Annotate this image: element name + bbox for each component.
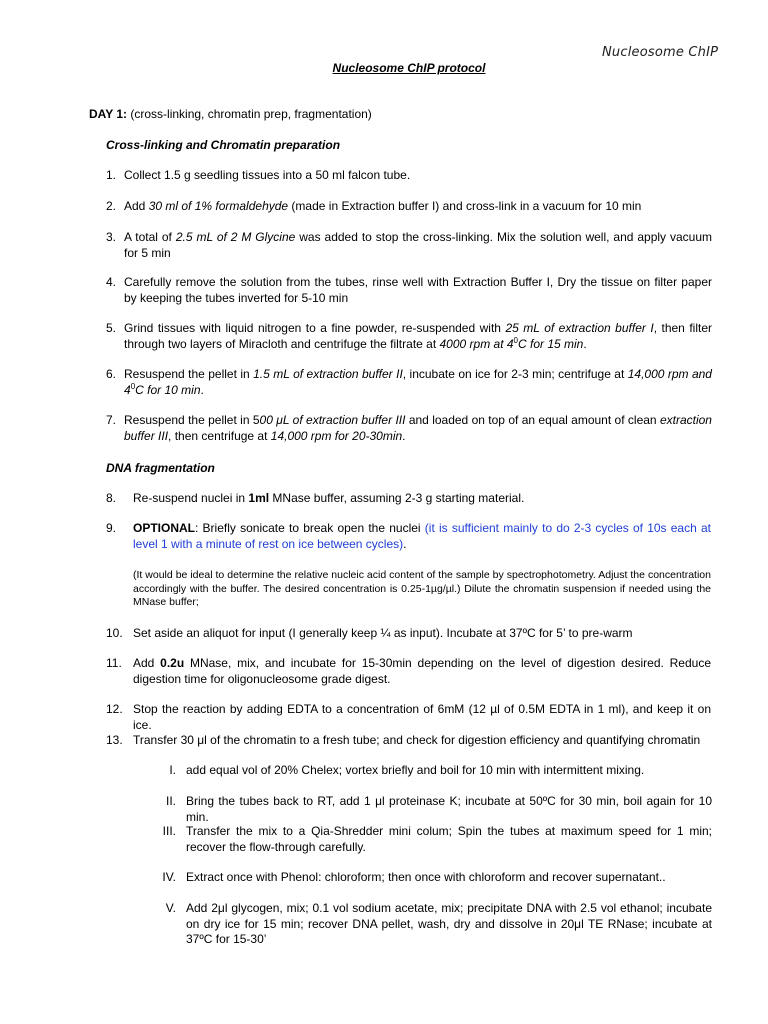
step-number: 7.: [106, 413, 117, 427]
step-text: Resuspend the pellet in 1.5 mL of extraction buffer II, incubate on ice for 2-3 min; centrifuge at 14,000 rpm and $4^0C$ for 10 min.: [124, 367, 712, 397]
step-number: 13.: [106, 733, 123, 747]
step-text: Grind tissues with liquid nitrogen to a fine powder, re-suspended with 25 mL of extraction buffer I, then filter through two layers of Miracloth and centrifuge the filtrate at 4000 rpm at $4^0C$ for 15 min.: [124, 321, 712, 351]
step-text: OPTIONAL: Briefly sonicate to break open the nuclei (it is sufficient mainly to do 2-3 cycles of 10s each at level 1 with a minute of rest on ice between cycles).: [133, 521, 711, 551]
substep-text: Extract once with Phenol: chloroform; then once with chloroform and recover supernatant..: [186, 870, 666, 884]
substep-number: II.: [165, 794, 176, 808]
step-text: Re-suspend nuclei in 1ml MNase buffer, assuming 2-3 g starting material.: [133, 491, 525, 505]
day-label: DAY 1:: [89, 107, 128, 121]
note-paragraph: (It would be ideal to determine the relative nucleic acid content of the sample by spectrophotometry. Adjust the concentration accordingly with the buffer. The desired concentration is 0.25-1µg/µl.) Dilute the chromatin suspension if needed using the MNase buffer;: [133, 569, 711, 608]
section-heading-fragmentation: DNA fragmentation: [106, 461, 215, 475]
substep-text: add equal vol of 20% Chelex; vortex briefly and boil for 10 min with intermittent mixing.: [186, 763, 645, 777]
step-number: 12.: [106, 702, 123, 716]
step-text: Carefully remove the solution from the tubes, rinse well with Extraction Buffer I, Dry the tissue on filter paper by keeping the tubes inverted for 5-10 min: [124, 275, 712, 305]
step-text: A total of 2.5 mL of 2 M Glycine was added to stop the cross-linking. Mix the solution well, and apply vacuum for 5 min: [124, 230, 712, 260]
substep-number: V.: [165, 901, 176, 915]
step-number: 9.: [106, 521, 117, 535]
step-number: 11.: [106, 656, 122, 670]
step-text: Add 30 ml of 1% formaldehyde (made in Extraction buffer I) and cross-link in a vacuum for 10 min: [124, 199, 642, 213]
step-number: 6.: [106, 367, 117, 381]
step-number: 5.: [106, 321, 117, 335]
day-description: (cross-linking, chromatin prep, fragmentation): [127, 107, 372, 121]
step-number: 2.: [106, 199, 117, 213]
step-number: 10.: [106, 626, 123, 640]
substep-text: Bring the tubes back to RT, add 1 μl proteinase K; incubate at 50ºC for 30 min, boil again for 10 min.: [186, 794, 712, 824]
day-heading: [89, 107, 372, 121]
substep-number: IV.: [162, 870, 176, 884]
step-text: Resuspend the pellet in 500 μL of extraction buffer III and loaded on top of an equal amount of clean extraction buffer III, then centrifuge at 14,000 rpm for 20-30min.: [124, 413, 712, 443]
step-text: Collect 1.5 g seedling tissues into a 50 ml falcon tube.: [124, 168, 411, 182]
substep-text: Add 2μl glycogen, mix; 0.1 vol sodium acetate, mix; precipitate DNA with 2.5 vol ethanol; incubate on dry ice for 15 min; recover DNA pellet, wash, dry and dissolve in 20μl TE RNase; incubate at 37ºC for 15-30’: [186, 901, 712, 946]
step-text: Stop the reaction by adding EDTA to a concentration of 6mM (12 µl of 0.5M EDTA in 1 ml), and keep it on ice.: [133, 702, 711, 732]
substep-number: III.: [162, 824, 176, 838]
document-title: Nucleosome ChIP protocol: [332, 61, 486, 75]
running-header: Nucleosome ChIP: [602, 45, 719, 60]
substep-text: Transfer the mix to a Qia-Shredder mini colum; Spin the tubes at maximum speed for 1 min; recover the flow-through carefully.: [186, 824, 712, 854]
step-number: 4.: [106, 275, 117, 289]
step-text: Transfer 30 μl of the chromatin to a fresh tube; and check for digestion efficiency and quantifying chromatin: [133, 733, 701, 747]
step-text: Add 0.2u MNase, mix, and incubate for 15-30min depending on the level of digestion desired. Reduce digestion time for oligonucleosome grade digest.: [133, 656, 711, 686]
section-heading-crosslinking: Cross-linking and Chromatin preparation: [106, 138, 341, 152]
step-text: Set aside an aliquot for input (I generally keep ¼ as input). Incubate at 37ºC for 5’ to pre-warm: [133, 626, 633, 640]
substep-number: I.: [169, 763, 176, 777]
step-number: 1.: [106, 168, 117, 182]
step-number: 3.: [106, 230, 117, 244]
step-number: 8.: [106, 491, 117, 505]
